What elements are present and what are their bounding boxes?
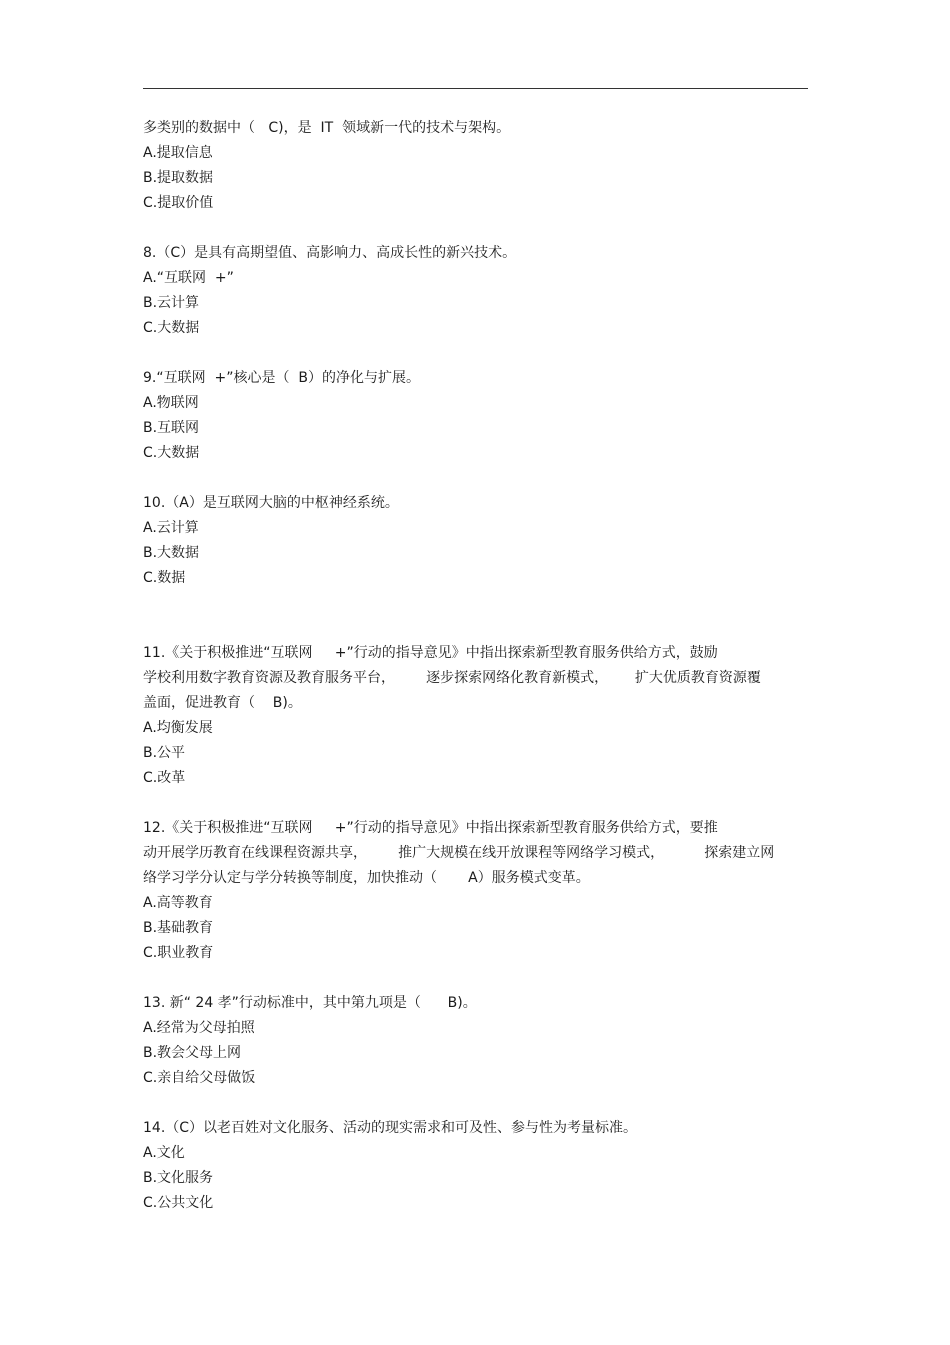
question-stem: 学校利用数字教育资源及教育服务平台， 逐步探索网络化教育新模式， 扩大优质教育资源覆	[143, 670, 761, 686]
question-stem: 14.（C）以老百姓对文化服务、活动的现实需求和可及性、参与性为考量标准。	[143, 1120, 638, 1136]
option-a: A.经常为父母拍照	[143, 1020, 255, 1036]
question-block	[143, 241, 808, 341]
option-a: A.均衡发展	[143, 720, 213, 736]
option-c: C.职业教育	[143, 945, 214, 961]
question-block	[143, 366, 808, 466]
option-b: B.公平	[143, 745, 186, 761]
option-c: C.亲自给父母做饭	[143, 1070, 256, 1086]
option-c: C.大数据	[143, 320, 200, 336]
question-list	[143, 116, 808, 1216]
option-a: A.云计算	[143, 520, 199, 536]
question-stem: 13. 新“ 24 孝”行动标准中，其中第九项是（ B)。	[143, 995, 477, 1011]
option-a: A.“互联网 +”	[143, 270, 234, 286]
question-stem: 络学习学分认定与学分转换等制度，加快推动（ A）服务模式变革。	[143, 870, 590, 886]
question-block	[143, 641, 808, 791]
option-b: B.大数据	[143, 545, 200, 561]
question-block	[143, 816, 808, 966]
option-a: A.提取信息	[143, 145, 213, 161]
question-spacer	[143, 791, 808, 816]
question-spacer	[143, 466, 808, 491]
question-spacer	[143, 1091, 808, 1116]
option-b: B.互联网	[143, 420, 200, 436]
option-b: B.云计算	[143, 295, 200, 311]
question-spacer	[143, 216, 808, 241]
question-block	[143, 1116, 808, 1216]
option-a: A.物联网	[143, 395, 199, 411]
question-stem: 12.《关于积极推进“互联网 +”行动的指导意见》中指出探索新型教育服务供给方式，要推	[143, 820, 718, 836]
option-c: C.提取价值	[143, 195, 214, 211]
question-stem: 11.《关于积极推进“互联网 +”行动的指导意见》中指出探索新型教育服务供给方式，鼓励	[143, 645, 718, 661]
option-c: C.大数据	[143, 445, 200, 461]
question-block	[143, 491, 808, 591]
question-block	[143, 116, 808, 216]
option-b: B.文化服务	[143, 1170, 214, 1186]
option-b: B.教会父母上网	[143, 1045, 242, 1061]
question-spacer	[143, 966, 808, 991]
question-stem: 盖面，促进教育（ B)。	[143, 695, 302, 711]
option-c: C.改革	[143, 770, 186, 786]
question-block	[143, 991, 808, 1091]
header-rule	[143, 88, 808, 89]
option-c: C.数据	[143, 570, 186, 586]
question-spacer	[143, 341, 808, 366]
question-stem: 10.（A）是互联网大脑的中枢神经系统。	[143, 495, 399, 511]
option-a: A.高等教育	[143, 895, 213, 911]
question-stem: 8.（C）是具有高期望值、高影响力、高成长性的新兴技术。	[143, 245, 517, 261]
option-b: B.提取数据	[143, 170, 214, 186]
question-stem: 9.“互联网 +”核心是（ B）的净化与扩展。	[143, 370, 420, 386]
question-spacer	[143, 591, 808, 641]
question-stem: 多类别的数据中（ C)，是 IT 领域新一代的技术与架构。	[143, 120, 511, 136]
question-stem: 动开展学历教育在线课程资源共享， 推广大规模在线开放课程等网络学习模式， 探索建立网	[143, 845, 775, 861]
option-b: B.基础教育	[143, 920, 214, 936]
option-a: A.文化	[143, 1145, 185, 1161]
option-c: C.公共文化	[143, 1195, 214, 1211]
